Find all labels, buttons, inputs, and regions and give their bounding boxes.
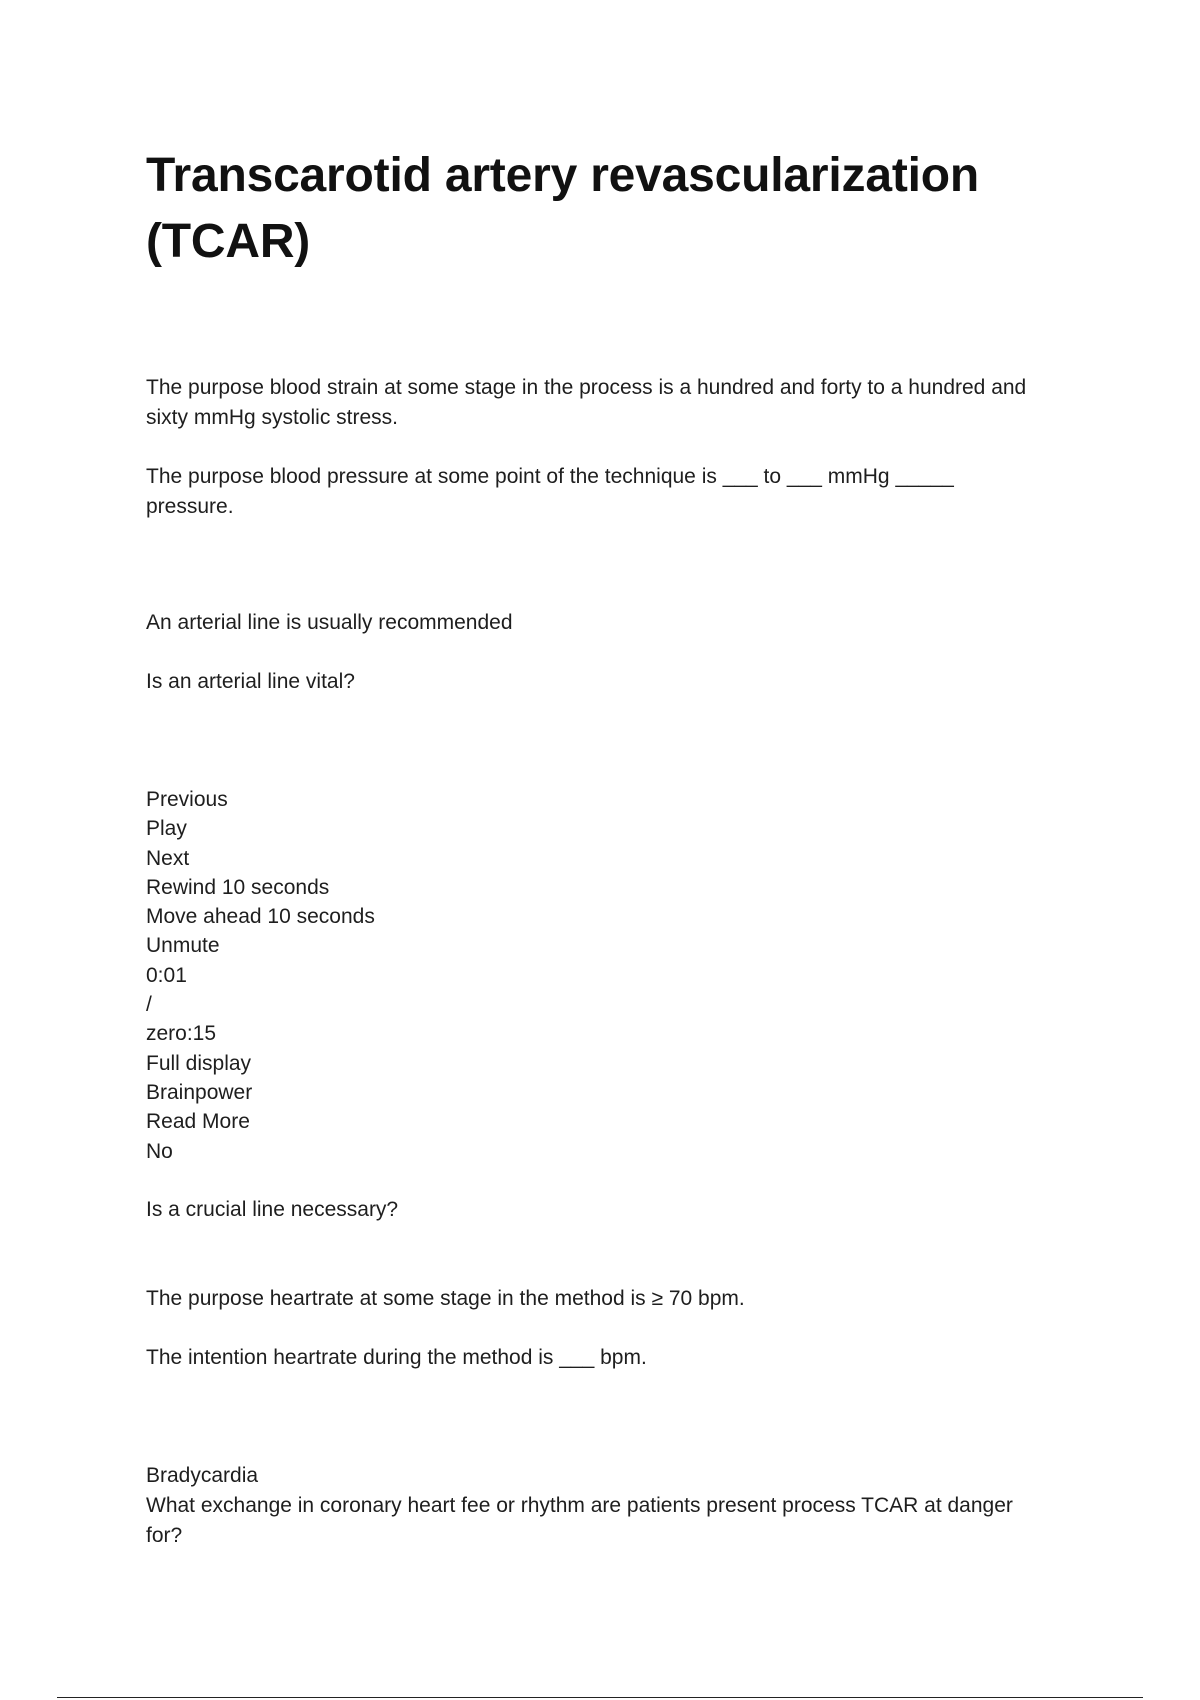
duration: zero:15 bbox=[146, 1022, 217, 1046]
paragraph-hr-question: The intention heartrate during the method is ___ bpm. bbox=[146, 1346, 647, 1369]
read-more-link[interactable]: Read More bbox=[146, 1110, 250, 1134]
video-player-text-list bbox=[146, 785, 1046, 1166]
paragraph-rhythm-question: What exchange in coronary heart fee or rhythm are patients present process TCAR at danger for? bbox=[146, 1494, 1013, 1547]
fullscreen-button[interactable]: Full display bbox=[146, 1051, 252, 1075]
paragraph-target-hr: The purpose heartrate at some stage in the method is ≥ 70 bpm. bbox=[146, 1287, 745, 1310]
forward-button[interactable]: Move ahead 10 seconds bbox=[146, 905, 375, 929]
time-separator: / bbox=[146, 993, 152, 1017]
rewind-button[interactable]: Rewind 10 seconds bbox=[146, 875, 330, 899]
title-block bbox=[146, 143, 1046, 275]
brand-label: Brainpower bbox=[146, 1080, 253, 1104]
paragraph-bradycardia: Bradycardia bbox=[146, 1464, 259, 1487]
footer-divider bbox=[57, 1697, 1143, 1698]
current-time: 0:01 bbox=[146, 963, 187, 987]
next-button[interactable]: Next bbox=[146, 846, 190, 870]
paragraph-arterial-line: An arterial line is usually recommended bbox=[146, 611, 513, 634]
paragraph-target-bp: The purpose blood strain at some stage in the process is a hundred and forty to a hundred and sixty mmHg systolic stress. bbox=[146, 376, 1027, 429]
page-title: Transcarotid artery revascularization (TCAR) bbox=[146, 149, 979, 268]
paragraph-arterial-question: Is an arterial line vital? bbox=[146, 670, 355, 693]
paragraph-crucial-line: Is a crucial line necessary? bbox=[146, 1198, 399, 1221]
play-button[interactable]: Play bbox=[146, 817, 187, 841]
unmute-button[interactable]: Unmute bbox=[146, 934, 220, 958]
previous-button[interactable]: Previous bbox=[146, 788, 228, 811]
paragraph-bp-question: The purpose blood pressure at some point of the technique is ___ to ___ mmHg _____ pressure. bbox=[146, 465, 954, 518]
answer-no: No bbox=[146, 1139, 173, 1163]
